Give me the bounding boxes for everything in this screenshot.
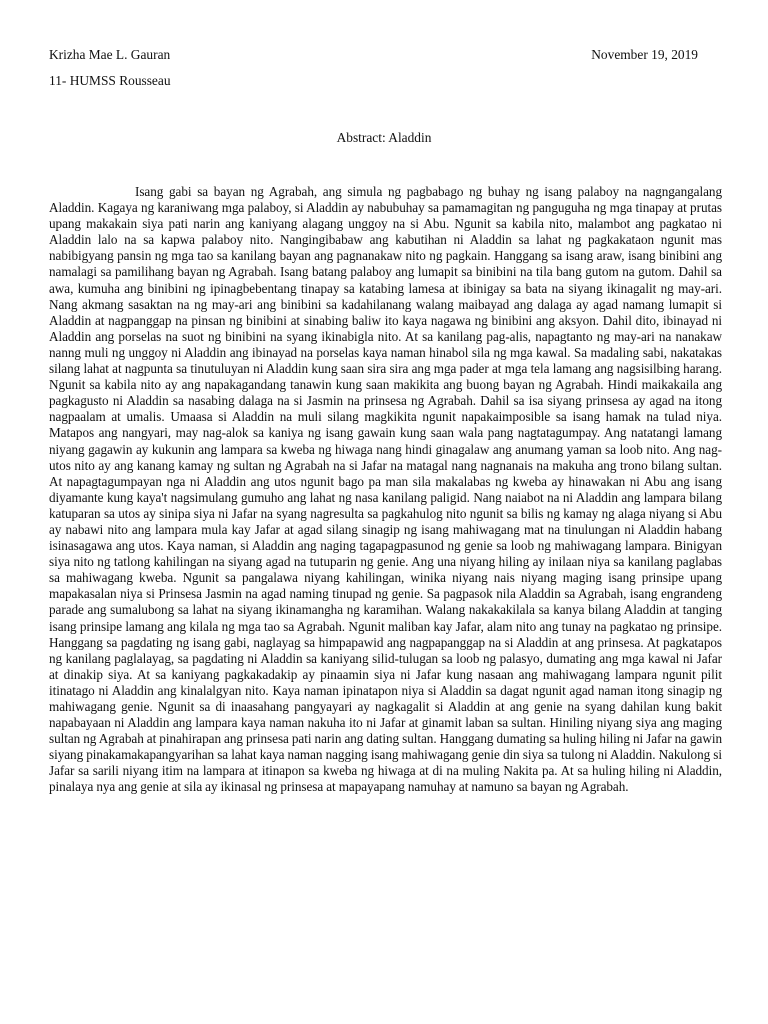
class-section: 11- HUMSS Rousseau xyxy=(49,73,171,88)
abstract-body: Isang gabi sa bayan ng Agrabah, ang simula ng pagbabago ng buhay ng isang palaboy na nagngangalang Aladdin. Kagaya ng karaniwang mga palaboy, si Aladdin ay nabubuhay sa pamamagitan ng panguguha ng mga tinapay at prutas upang makakain siya pati narin ang kaniyang alagang unggoy na si Abu. Ngunit sa kabila nito, malambot ang pagkatao ni Aladdin lalo na sa kapwa palaboy nito. Nangingibabaw ang kabutihan ni Aladdin sa lahat ng pagkakataon ngunit mas nabibigyang pansin ng mga tao sa kanilang bayan ang pagnanakaw nito ng pagkain. Hanggang sa isang araw, isang binibini ang namalagi sa pamilihang bayan ng Agrabah. Isang batang palaboy ang lumapit sa binibini na tila bang gutom na gutom. Dahil sa awa, kumuha ang binibini ng ipinagbebentang tinapay sa katabing lamesa at ibinigay sa bata na siyang ikinagalit ng may-ari. Nang akmang sasaktan na ng may-ari ang binibini sa kadahilanang walang maibayad ang dalaga ay agad namang lumapit si Aladdin at nagpanggap na pinsan ng binibini at sinabing baliw ito kaya nagawa ng binibini ang aksyon. Dahil dito, ibinayad ni Aladdin ang porselas na suot ng binibini na syang ikinabigla nito. At sa kanilang pag-alis, napagtanto ng may-ari na nanakaw nanng muli ng unggoy ni Aladdin ang ibinayad na porselas kaya naman hinabol sila ng mga kawal. Sa madaling sabi, nakatakas silang lahat at nagpunta sa tinutuluyan ni Aladdin kung saan sira sira ang mga pader at mga tela lamang ang nagsisilbing harang. Ngunit sa kabila nito ay ang napakagandang tanawin kung saan makikita ang buong bayan ng Agrabah. Hindi maikakaila ang pagkagusto ni Aladdin sa nasabing dalaga na si Jasmin na prinsesa ng Agrabah. Dahil sa isa siyang prinsesa ay agad na itong nagpaalam at umalis. Umaasa si Aladdin na muli silang magkikita ngunit napakaimposible sa isang hamak na tulad niya. Matapos ang nangyari, may nag-alok sa kaniya ng isang gawain kung saan wala pang nagtatagumpay. Ang natatangi lamang niyang gagawin ay kukunin ang lampara sa kweba ng hiwaga nang hindi ginagalaw ang anumang yaman sa loob nito. Ang nag-utos nito ay ang kanang kamay ng sultan ng Agrabah na si Jafar na matagal nang nagnanais na makuha ang trono bilang sultan. At napagtagumpayan nga ni Aladdin ang utos ngunit bago pa man sila makalabas ng kweba ay hinawakan ni Abu ang isang diyamante kung kaya't nagsimulang gumuho ang lahat ng nasa kanilang paligid. Nang naiabot na ni Aladdin ang lampara bilang katuparan sa utos ay sinipa siya ni Jafar na syang nagresulta sa pagkahulog nito ngunit sa bilis ng kamay ng alaga niyang si Abu ay nabawi nito ang lampara mula kay Jafar at agad silang sinagip ng isang mahiwagang mat na tinulungan ni Aladdin habang isinasagawa ang utos. Kaya naman, si Aladdin ang naging tagapagpasunod ng genie sa loob ng mahiwagang lampara. Binigyan siya nito ng tatlong kahilingan na siyang agad na tutuparin ng genie. Ang una niyang hiling ay inilaan niya sa kanilang paglabas sa mahiwagang kweba. Ngunit sa pangalawa niyang kahilingan, winika niyang nais niyang maging isang prinsipe upang mapakasalan niya si Prinsesa Jasmin na agad naming tinupad ng genie. Sa pagpasok nila Aladdin sa Agrabah, isang engrandeng parade ang sumalubong sa lahat na siyang ikinamangha ng karamihan. Walang nakakakilala sa kanya bilang Aladdin at tanging isang prinsipe lamang ang kilala ng mga tao sa Agrabah. Ngunit maliban kay Jafar, alam nito ang tunay na pagkatao ng prinsipe. Hanggang sa pagdating ng isang gabi, naglayag sa himpapawid ang nagpapanggap na si Aladdin at ang prinsesa. At pagkatapos ng kanilang paglalayag, sa pagdating ni Aladdin sa kaniyang silid-tulugan sa loob ng palasyo, dumating ang mga kawal ni Jafar at dinakip siya. At sa kaniyang pagkakadakip ay pinaamin siya ni Jafar kung nasaan ang mahiwagang lampara ngunit pilit itinatago ni Aladdin ang kinalalgyan nito. Kaya naman ipinatapon niya si Aladdin sa dagat ngunit agad naman itong sinagip ng mahiwagang genie. Ngunit sa di inaasahang pangyayari ay nagkagalit si Aladdin at ang genie na syang dahilan kung bakit napabayaan ni Aladdin ang lampara kaya naman nakuha ito ni Jafar at ginamit laban sa sultan. Hiniling niyang siya ang maging sultan ng Agrabah at pinahirapan ang prinsesa pati narin ang dating sultan. Hanggang dumating sa huling hiling ni Jafar na gawin siyang pinakamakapangyarihan sa lahat kaya naman nagging isang mahiwagang genie din siya sa tulong ni Aladdin. Nakulong si Jafar sa sarili niyang itim na lampara at itinapon sa kweba ng hiwaga at di na muling Nakita pa. At sa huling hiling ni Aladdin, pinalaya nya ang genie at sila ay ikinasal ng prinsesa at mapayapang namuhay at namuno sa bayan ng Agrabah. xyxy=(49,184,722,795)
document-date: November 19, 2019 xyxy=(591,47,698,62)
author-name: Krizha Mae L. Gauran xyxy=(49,47,171,62)
header-row xyxy=(49,47,698,63)
document-title: Abstract: Aladdin xyxy=(336,130,432,145)
